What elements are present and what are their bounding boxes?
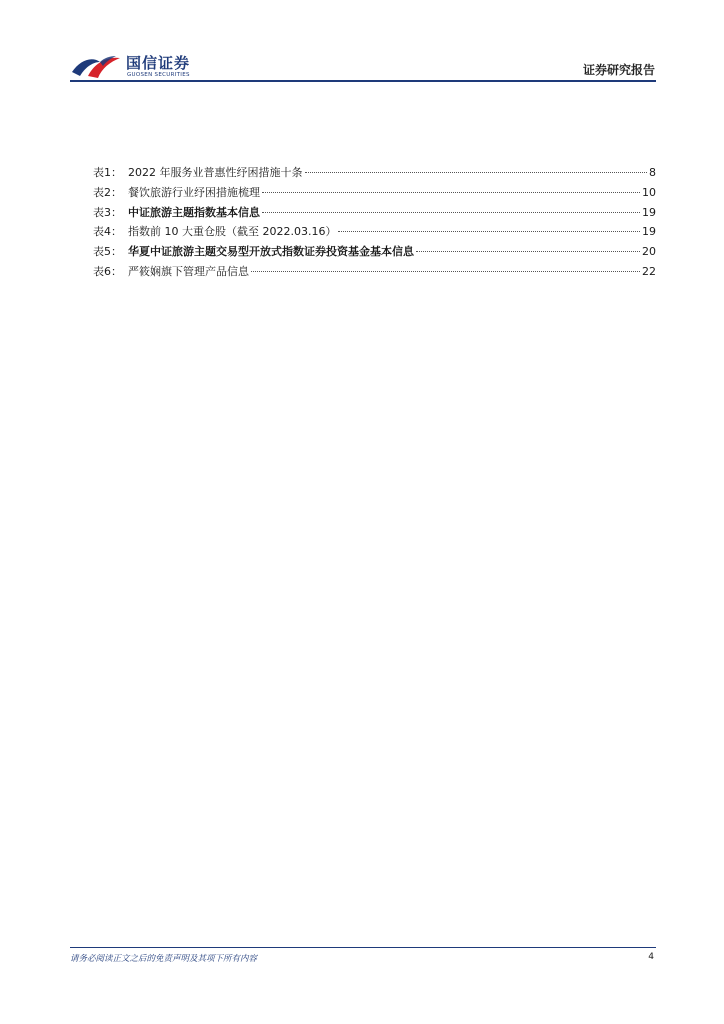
toc-entry-label: 表1：: [93, 166, 122, 179]
toc-entry-title: 2022 年服务业普惠性纾困措施十条: [128, 166, 303, 179]
toc-entry-table-5[interactable]: [93, 242, 656, 262]
toc-entry-table-2[interactable]: [93, 183, 656, 203]
page-number: 4: [648, 952, 654, 962]
toc-entry-label: 表4：: [93, 225, 122, 239]
toc-entry-title: 指数前 10 大重仓股（截至 2022.03.16）: [128, 225, 337, 239]
toc-entry-page: 8: [649, 166, 656, 179]
table-list: [93, 163, 656, 282]
guosen-logo: [70, 50, 210, 84]
toc-entry-label: 表2：: [93, 185, 122, 199]
logo-english-name: GUOSEN SECURITIES: [127, 72, 190, 78]
toc-dot-leader: [416, 251, 640, 252]
toc-entry-page: 20: [642, 245, 656, 259]
toc-entry-table-3[interactable]: [93, 203, 656, 223]
toc-entry-title: 餐饮旅游行业纾困措施梳理: [128, 185, 260, 199]
logo-mark-icon: [70, 50, 122, 80]
toc-entry-page: 19: [642, 225, 656, 239]
toc-entry-page: 10: [642, 185, 656, 199]
toc-entry-title: 严筱娴旗下管理产品信息: [128, 264, 249, 278]
toc-entry-title: 华夏中证旅游主题交易型开放式指数证券投资基金基本信息: [128, 245, 414, 259]
toc-entry-table-4[interactable]: [93, 222, 656, 242]
toc-entry-label: 表5：: [93, 245, 122, 259]
toc-dot-leader: [251, 271, 640, 272]
footer-divider: [70, 947, 656, 948]
toc-dot-leader: [305, 172, 648, 173]
toc-entry-page: 19: [642, 205, 656, 219]
logo-chinese-name: 国信证券: [126, 54, 191, 72]
header-divider: [70, 80, 656, 82]
toc-entry-label: 表6：: [93, 264, 122, 278]
toc-dot-leader: [262, 192, 640, 193]
toc-entry-page: 22: [642, 264, 656, 278]
report-type-label: 证券研究报告: [582, 63, 655, 77]
toc-dot-leader: [262, 212, 640, 213]
toc-entry-table-6[interactable]: [93, 262, 656, 282]
footer-disclaimer: 请务必阅读正文之后的免责声明及其项下所有内容: [70, 954, 258, 964]
toc-dot-leader: [338, 231, 640, 232]
toc-entry-label: 表3：: [93, 205, 122, 219]
toc-entry-table-1[interactable]: [93, 163, 656, 183]
toc-entry-title: 中证旅游主题指数基本信息: [128, 205, 260, 219]
